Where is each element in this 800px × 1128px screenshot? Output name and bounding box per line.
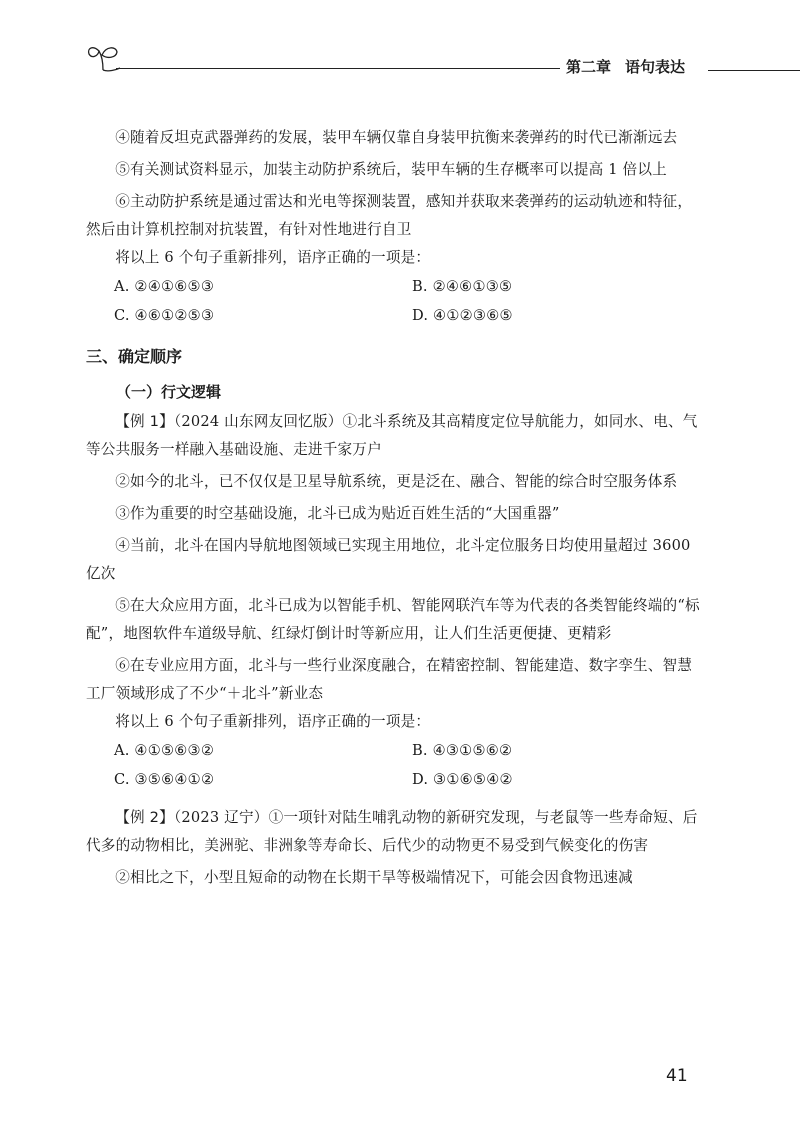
example-2-sentence-1 (86, 804, 700, 860)
option-c: C. ④⑥①②⑤③ (114, 307, 215, 324)
page-number: 41 (666, 1066, 688, 1086)
sentence-4: ④随着反坦克武器弹药的发展，装甲车辆仅靠自身装甲抗衡来袭弹药的时代已渐渐远去 (115, 129, 678, 146)
page-content (86, 124, 700, 892)
chapter-number: 第二章 (566, 58, 612, 76)
answer-options (114, 272, 700, 330)
example-1-sentence-6: ⑥在专业应用方面，北斗与一些行业深度融合，在精密控制、智能建造、数字孪生、智慧工厂领域形成了不少“＋北斗”新业态 (86, 657, 693, 702)
example-1-option-b: B. ④③①⑤⑥② (412, 742, 513, 759)
chapter-title: 语句表达 (625, 58, 686, 76)
example-1-question: 将以上 6 个句子重新排列，语序正确的一项是： (115, 713, 431, 730)
example-1-source: （2024 山东网友回忆版） (173, 413, 343, 430)
header-rule-right (708, 70, 800, 71)
example-2-label: 【例 2】 (115, 809, 174, 826)
example-1-text-1: ①北斗系统及其高精度定位导航能力，如同水、电、气等公共服务一样融入基础设施、走进千家万户 (86, 413, 698, 458)
chapter-heading (566, 56, 685, 77)
sentence-5: ⑤有关测试资料显示，加装主动防护系统后，装甲车辆的生存概率可以提高 1 倍以上 (115, 161, 667, 178)
example-1-option-a: A. ④①⑤⑥③② (114, 742, 215, 759)
option-a: A. ②④①⑥⑤③ (114, 278, 215, 295)
example-1-options (114, 736, 700, 794)
example-2-sentence-2: ②相比之下，小型且短命的动物在长期干旱等极端情况下，可能会因食物迅速减 (115, 869, 633, 886)
option-d: D. ④①②③⑥⑤ (412, 307, 513, 324)
subsection-title: （一）行文逻辑 (116, 383, 222, 401)
option-b: B. ②④⑥①③⑤ (412, 278, 513, 295)
sprout-icon (86, 42, 120, 72)
section-title: 三、确定顺序 (86, 347, 183, 366)
example-2-source: （2023 辽宁） (173, 809, 269, 826)
running-header (0, 36, 800, 86)
example-1-sentence-2: ②如今的北斗，已不仅仅是卫星导航系统，更是泛在、融合、智能的综合时空服务体系 (115, 473, 678, 490)
example-1-sentence-3: ③作为重要的时空基础设施，北斗已成为贴近百姓生活的“大国重器” (115, 505, 560, 522)
example-1-option-c: C. ③⑤⑥④①② (114, 771, 215, 788)
example-1-sentence-4: ④当前，北斗在国内导航地图领域已实现主用地位，北斗定位服务日均使用量超过 3600 亿次 (86, 537, 691, 582)
header-rule-left (116, 68, 560, 69)
example-1-sentence-1 (86, 408, 700, 464)
example-1-option-d: D. ③①⑥⑤④② (412, 771, 513, 788)
sentence-6: ⑥主动防护系统是通过雷达和光电等探测装置，感知并获取来袭弹药的运动轨迹和特征，然后由计算机控制对抗装置，有针对性地进行自卫 (86, 193, 693, 238)
question-prompt: 将以上 6 个句子重新排列，语序正确的一项是： (115, 249, 431, 266)
example-1-sentence-5: ⑤在大众应用方面，北斗已成为以智能手机、智能网联汽车等为代表的各类智能终端的“标配”，地图软件车道级导航、红绿灯倒计时等新应用，让人们生活更便捷、更精彩 (86, 597, 700, 642)
example-1-label: 【例 1】 (115, 413, 174, 430)
example-2-text-1: ①一项针对陆生哺乳动物的新研究发现，与老鼠等一些寿命短、后代多的动物相比，美洲驼、非洲象等寿命长、后代少的动物更不易受到气候变化的伤害 (86, 809, 698, 854)
